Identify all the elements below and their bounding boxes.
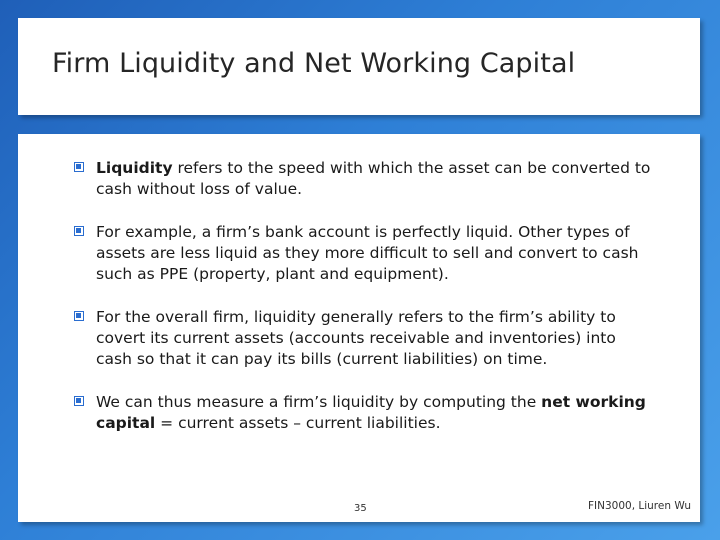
bullet-item-measure bbox=[62, 392, 652, 434]
page-number: 35 bbox=[354, 503, 367, 514]
bullet-list bbox=[62, 158, 652, 456]
bullet-item-liquidity bbox=[62, 158, 652, 200]
bullet-text-pre: We can thus measure a firm’s liquidity by computing the bbox=[96, 393, 542, 411]
bullet-text: refers to the speed with which the asset can be converted to cash without loss of value. bbox=[96, 159, 651, 198]
checkbox-bullet-icon bbox=[74, 396, 84, 406]
bullet-bold-term: Liquidity bbox=[96, 159, 173, 177]
checkbox-bullet-icon bbox=[74, 226, 84, 236]
bullet-bold-term: net working capital bbox=[96, 393, 646, 432]
bullet-item-overall-firm bbox=[62, 307, 652, 370]
bullet-item-example bbox=[62, 222, 652, 285]
slide-title: Firm Liquidity and Net Working Capital bbox=[52, 48, 576, 79]
checkbox-bullet-icon bbox=[74, 311, 84, 321]
checkbox-bullet-icon bbox=[74, 162, 84, 172]
footer-credit: FIN3000, Liuren Wu bbox=[588, 500, 692, 512]
bullet-text: For example, a firm’s bank account is perfectly liquid. Other types of assets are less liquid as they more difficult to sell and convert to cash such as PPE (property, plant and equipment). bbox=[96, 223, 639, 283]
bullet-text: For the overall firm, liquidity generally refers to the firm’s ability to covert its current assets (accounts receivable and inventories) into cash so that it can pay its bills (current liabilities) on time. bbox=[96, 308, 616, 368]
bullet-text-post: = current assets – current liabilities. bbox=[155, 414, 441, 432]
